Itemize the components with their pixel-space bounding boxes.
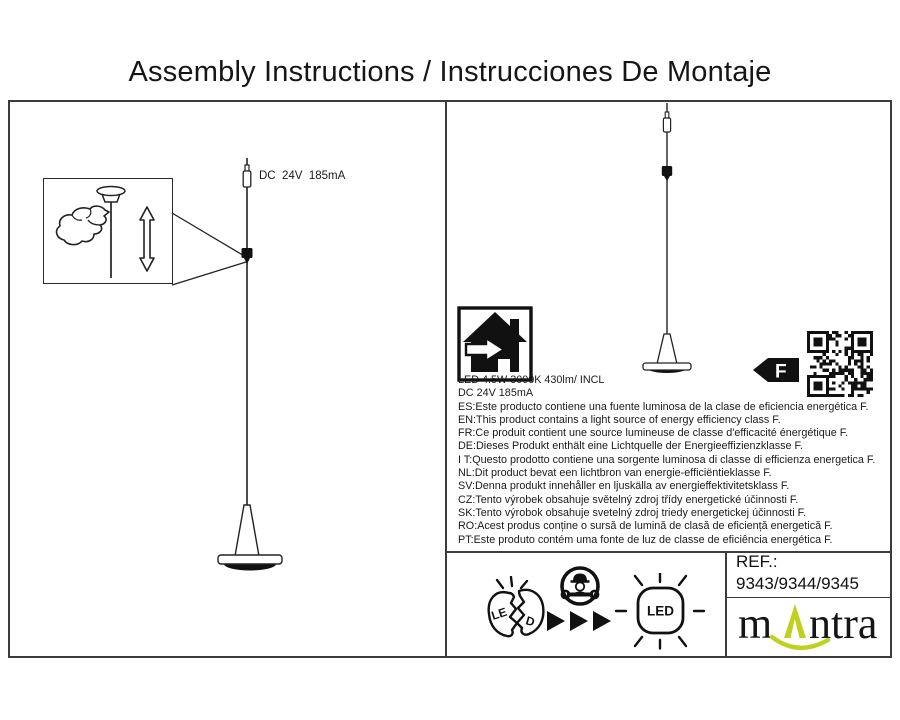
base-flange <box>643 363 691 370</box>
energy-class-letter: F <box>775 361 787 383</box>
base-flange <box>218 555 282 564</box>
reference-box <box>736 551 886 595</box>
plug-nub <box>245 165 249 171</box>
broken-led-text-right: D <box>524 613 537 630</box>
hand-icon <box>57 206 109 245</box>
spec-text-block <box>458 374 884 547</box>
sequence-arrows-icon <box>545 609 615 632</box>
brand-text-right: ntra <box>809 599 878 648</box>
ref-label: REF.: <box>736 552 778 571</box>
technician-icon <box>556 565 604 609</box>
cable-gripper <box>242 248 253 258</box>
spec-line: ES:Este producto contiene una fuente luminosa de la clase de eficiencia energética F. <box>458 400 869 413</box>
lamp-in-house-icon <box>457 306 533 382</box>
up-down-arrow-icon <box>140 207 154 271</box>
spec-line: PT:Este produto contém uma fonte de luz de classe de eficiência energética F. <box>458 533 833 546</box>
ref-numbers: 9343/9344/9345 <box>736 574 859 593</box>
spec-line: CZ:Tento výrobek obsahuje světelný zdroj třídy energetické účinnosti F. <box>458 493 799 506</box>
spec-line: DC 24V 185mA <box>458 387 534 400</box>
page-title: Assembly Instructions / Instrucciones De Montaje <box>128 56 772 88</box>
cone-body <box>657 334 677 364</box>
spec-line: RO:Acest produs conține o sursă de lumină de clasă de eficiență energetică F. <box>458 520 833 533</box>
brand-text-left: m <box>738 599 773 648</box>
broken-led-text-left: LE <box>489 604 509 623</box>
power-rating-label: DC 24V 185mA <box>259 170 346 182</box>
spec-line: EN:This product contains a light source of energy efficiency class F. <box>458 413 781 426</box>
pendant-lamp-small <box>640 101 694 377</box>
top-connector <box>243 171 251 187</box>
spec-line: LED 4.5W 3000K 430lm/ INCL <box>458 374 605 386</box>
spec-line: I T:Questo prodotto contiene una sorgente luminosa di classe di efficienza energetica F. <box>458 453 876 466</box>
top-connector <box>663 118 670 132</box>
led-shine-text: LED <box>647 603 674 619</box>
spec-line: SK:Tento výrobok obsahuje svetelný zdroj triedy energetickej účinnosti F. <box>458 506 807 519</box>
pendant-lamp-large <box>205 155 295 577</box>
spec-line: DE:Dieses Produkt enthält eine Lichtquelle der Energieeffizienzklasse F. <box>458 440 803 453</box>
cable-gripper <box>662 166 672 176</box>
panel-divider <box>445 100 447 656</box>
spec-line: FR:Ce produit contient une source lumineuse de classe d'efficacité énergétique F. <box>458 427 849 440</box>
detail-inset-box <box>43 178 173 284</box>
hand-adjust-illustration <box>44 179 172 283</box>
canopy-icon <box>97 187 125 196</box>
mantra-logo <box>732 599 884 655</box>
led-shine-icon <box>612 573 708 650</box>
brand-caret-icon <box>784 604 806 638</box>
brand-logo-cell <box>726 598 890 656</box>
spec-line: NL:Dit product bevat een lichtbron van energie-efficiëntieklasse F. <box>458 467 772 480</box>
broken-led-icon <box>483 576 549 648</box>
spec-line: SV:Denna produkt innehåller en ljuskälla av energieffektivitetsklass F. <box>458 480 790 493</box>
cone-body <box>235 505 259 556</box>
